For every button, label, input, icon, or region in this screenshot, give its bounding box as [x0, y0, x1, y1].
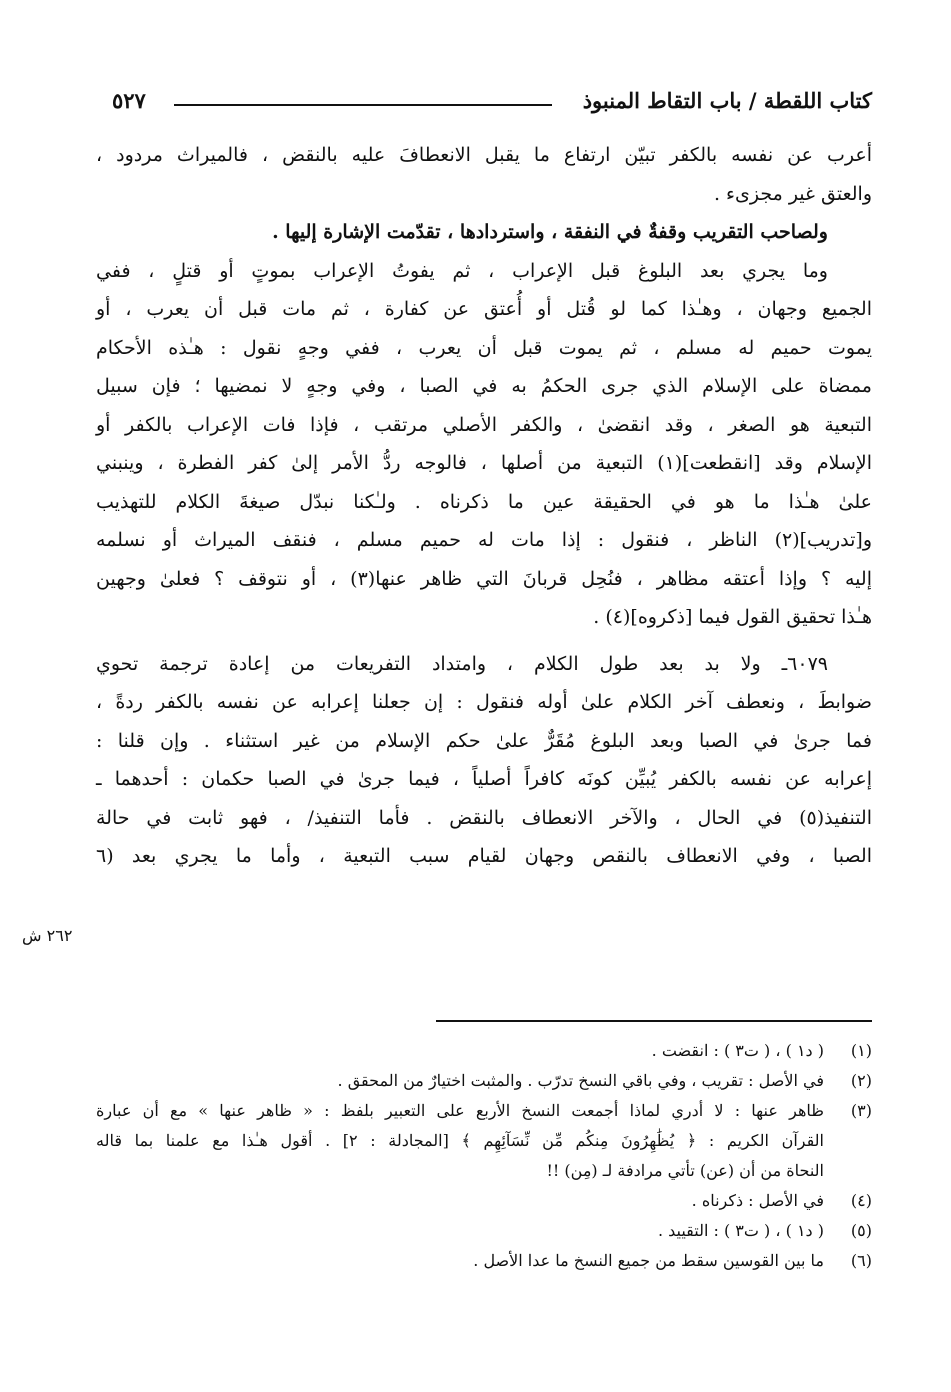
footnote-text: النحاة من أن (عن) تأتي مرادفة لـ (مِن) !! [546, 1161, 824, 1180]
page-header [112, 82, 872, 122]
footnote [96, 1066, 872, 1096]
footnote-text: في الأصل : ذكرناه . [691, 1191, 824, 1210]
text-line: ولصاحب التقريب وقفةٌ في النفقة ، واستردادها ، تقدّمت الإشارة إليها . [272, 221, 828, 243]
header-rule [174, 104, 552, 106]
text-line: ٦٠٧٩ـ ولا بد بعد طول الكلام ، وامتداد التفريعات من إعادة ترجمة تحوي [96, 652, 828, 675]
footnote-text: ظاهر عنها : لا أدري لماذا أجمعت النسخ الأربع على التعبير بلفظ : « ظاهر عنها » مع أن عبارة [96, 1101, 824, 1120]
text-line: فما جرىٰ في الصبا وبعد البلوغ مُقَرٌّ علىٰ حكم الإسلام من غير استثناء . وإن قلنا : [96, 729, 872, 752]
footnote-text: ( د١ ) ، ( ت٣ ) : التقييد . [657, 1221, 824, 1240]
footnote-text: ما بين القوسين سقط من جميع النسخ ما عدا الأصل . [473, 1251, 824, 1270]
margin-folio-note: ٢٦٢ ش [22, 926, 73, 945]
text-line: هـٰذا تحقيق القول فيما [ذكروه](٤) . [593, 606, 872, 628]
text-line: إليه ؟ وإذا أعتقه مظاهر ، فنُحِل قربانَ التي ظاهر عنها(٣) ، أو نتوقف ؟ فعلىٰ وجهين [96, 567, 872, 590]
footnote [96, 1096, 872, 1186]
footnote-text: في الأصل : تقريب ، وفي باقي النسخ تدرّب . والمثبت اختيارٌ من المحقق . [337, 1071, 824, 1090]
footnote-number: (٢) [850, 1071, 872, 1090]
text-line: الصبا ، وفي الانعطاف بالنقص وجهان لقيام سبب التبعية ، وأما ما يجري بعد (٦ [96, 845, 872, 867]
running-head: كتاب اللقطة / باب التقاط المنبوذ [582, 88, 872, 113]
footnote-number: (٤) [850, 1191, 872, 1210]
text-line: إعرابه عن نفسه بالكفر يُبيِّن كونَه كافراً أصلياً ، فيما جرىٰ في الصبا حكمان : أحدهما ـ [96, 768, 872, 790]
footnote-number: (٦) [850, 1251, 872, 1270]
text-line: علىٰ هـٰذا ما هو في الحقيقة عين ما ذكرناه . ولـٰكنا نبدّل صيغةَ الكلام للتهذيب [96, 490, 872, 513]
text-line: و[تدريب](٢) الناظر ، فنقول : إذا مات له حميم مسلم ، فنقف الميراث أو نسلمه [96, 529, 872, 551]
footnotes [96, 1036, 872, 1276]
footnote [96, 1186, 872, 1216]
page-number: ٥٢٧ [112, 88, 146, 113]
footnote [96, 1216, 872, 1246]
footnote-text: القرآن الكريم : ﴿ يُظَٰهِرُونَ مِنكُم مِّن نِّسَآئِهِم ﴾ [المجادلة : ٢] . أقول هـٰذا مع علمنا بما قاله [96, 1131, 825, 1150]
text-line: يموت حميم له مسلم ، ثم يموت قبل أن يعرب ، ففي وجهٍ نقول : هـٰذه الأحكام [96, 336, 872, 359]
footnote-rule [436, 1020, 872, 1022]
text-line: وما يجري بعد البلوغ قبل الإعراب ، ثم يفوتُ الإعراب بموتٍ أو قتلٍ ، ففي [96, 259, 828, 282]
footnote-number: (١) [850, 1041, 872, 1060]
text-line: ممضاة على الإسلام الذي جرى الحكمُ به في الصبا ، وفي وجهٍ لا نمضيها ؛ فإن سبيل [96, 375, 872, 397]
text-line: الجميع وجهان ، وهـٰذا كما لو قُتل أو أُعتق عن كفارة ، ثم مات قبل أن يعرب ، أو [96, 298, 872, 320]
text-line: أعرب عن نفسه بالكفر تبيّن ارتفاع ما يقبل الانعطافَ عليه بالنقض ، فالميراث مردود ، [96, 144, 872, 166]
footnote [96, 1036, 872, 1066]
text-line: التبعية هو الصغر ، وقد انقضىٰ ، والكفر الأصلي مرتقب ، فإذا فات الإعراب بالكفر أو [96, 413, 872, 436]
footnote-number: (٣) [850, 1101, 872, 1120]
text-line: التنفيذ(٥) في الحال ، والآخر الانعطاف بالنقض . فأما التنفيذ/ ، فهو ثابت في حالة [96, 806, 872, 829]
text-line: ضوابطَ ، ونعطف آخر الكلام علىٰ أوله فنقول : إن جعلنا إعرابه عن نفسه بالكفر ردةً ، [96, 691, 872, 713]
text-line: الإسلام وقد [انقطعت](١) التبعية من أصلها ، فالوجه ردُّ الأمر إلىٰ كفر الفطرة ، وينبني [96, 452, 872, 474]
footnote [96, 1246, 872, 1276]
main-text [96, 136, 872, 876]
text-line: والعتق غير مجزىء . [713, 182, 872, 205]
footnote-text: ( د١ ) ، ( ت٣ ) : انقضت . [651, 1041, 824, 1060]
footnote-number: (٥) [850, 1221, 872, 1240]
